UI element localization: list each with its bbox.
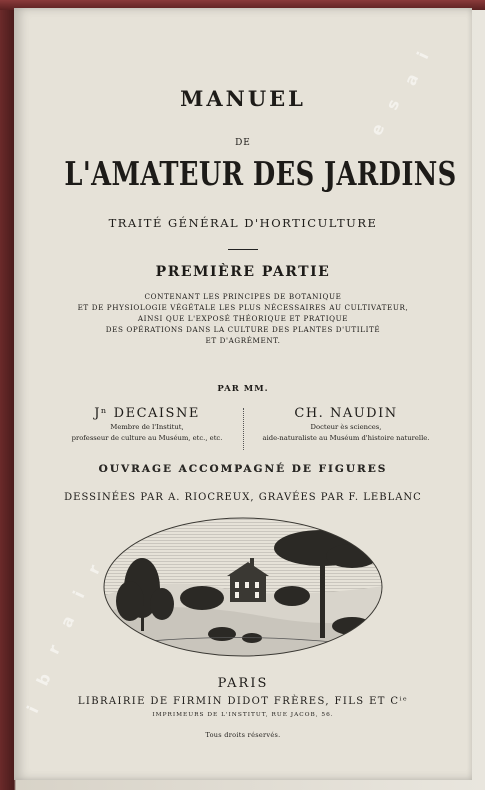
subtitle: TRAITÉ GÉNÉRAL D'HORTICULTURE xyxy=(108,216,378,230)
part-heading: PREMIÈRE PARTIE xyxy=(155,264,331,280)
author-role: Docteur ès sciences, xyxy=(310,423,382,431)
description-line: ET DE PHYSIOLOGIE VÉGÉTALE LES PLUS NÉCESSAIRES AU CULTIVATEUR, xyxy=(77,303,409,312)
illustrators-line: DESSINÉES PAR A. RIOCREUX, GRAVÉES PAR F. LEBLANC xyxy=(64,492,422,503)
illustrated-note: OUVRAGE ACCOMPAGNÉ DE FIGURES xyxy=(98,463,388,475)
title-page xyxy=(14,8,472,780)
title-rule xyxy=(228,249,258,250)
description-line: AINSI QUE L'EXPOSÉ THÉORIQUE ET PRATIQUE xyxy=(137,314,349,323)
main-title: L'AMATEUR DES JARDINS xyxy=(64,154,457,193)
watermark: i b r a i r a i s e xyxy=(22,48,433,717)
description-line: ET D'AGRÉMENT. xyxy=(205,336,281,345)
landscape-engraving xyxy=(102,516,384,658)
description-line: CONTENANT LES PRINCIPES DE BOTANIQUE xyxy=(144,292,342,301)
rights-notice: Tous droits réservés. xyxy=(205,731,281,739)
author-role: Membre de l'Institut, xyxy=(110,423,184,431)
author-divider xyxy=(243,408,245,450)
by-line: PAR MM. xyxy=(217,384,269,394)
printers-line: IMPRIMEURS DE L'INSTITUT, RUE JACOB, 56. xyxy=(152,712,334,718)
author-role: aide-naturaliste au Muséum d'histoire naturelle. xyxy=(262,434,430,442)
title-line-manuel: MANUEL xyxy=(180,86,306,111)
description-line: DES OPÉRATIONS DANS LA CULTURE DES PLANTES D'UTILITÉ xyxy=(105,325,381,334)
author-name: Jⁿ DECAISNE xyxy=(94,406,200,421)
publisher: LIBRAIRIE DE FIRMIN DIDOT FRÈRES, FILS ET Cⁱᵉ xyxy=(77,696,409,707)
author-role: professeur de culture au Muséum, etc., etc. xyxy=(71,434,223,442)
city: PARIS xyxy=(217,676,269,691)
description-block xyxy=(14,291,472,346)
title-line-de: DE xyxy=(235,138,251,148)
author-decaisne xyxy=(52,406,242,443)
author-naudin xyxy=(246,406,446,443)
author-name: CH. NAUDIN xyxy=(294,406,398,421)
